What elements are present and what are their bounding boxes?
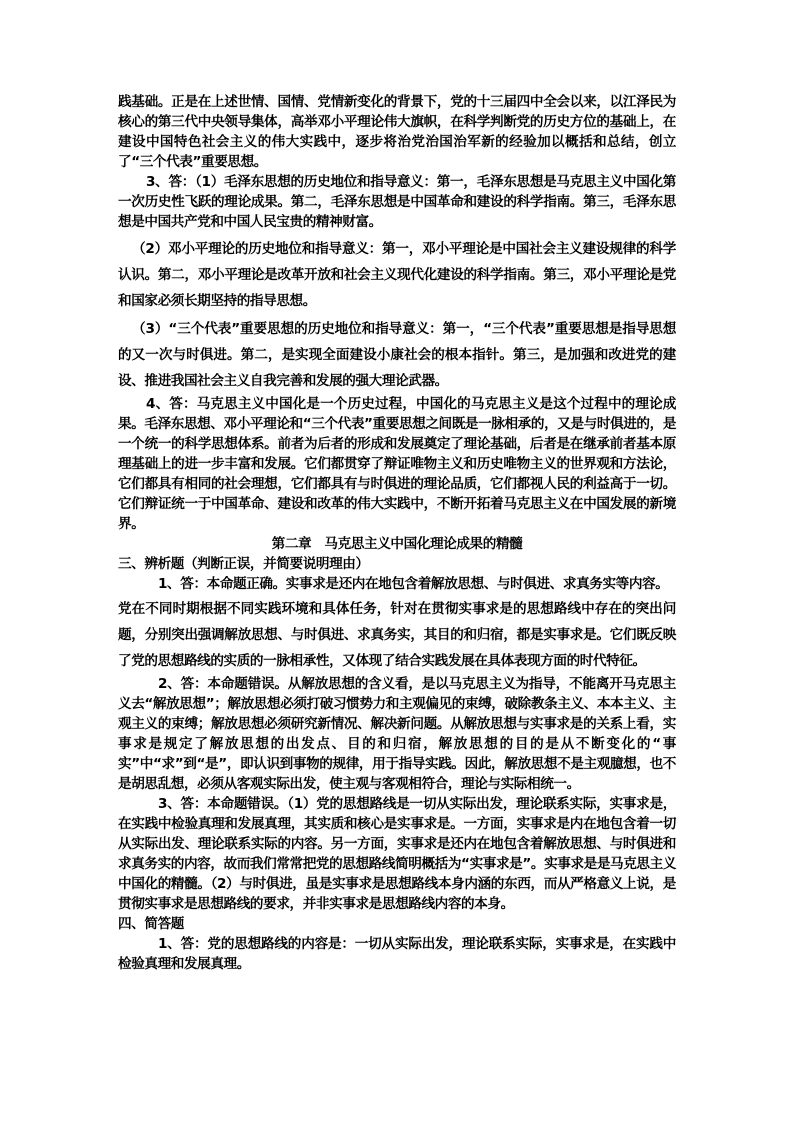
- analysis-answer-2: 2、答：本命题错误。从解放思想的含义看，是以马克思主义为指导，不能离开马克思主义去“解放思想”；解放思想必须打破习惯势力和主观偏见的束缚，破除教条主义、本本主义、主观主义的束缚；解放思想必须研究新情况、解决新问题。从解放思想与实事求是的关系上看，实事求是规定了解放思想的出发点、目的和归宿，解放思想的目的是从不断变化的“事实”中“求”到“是”，即认识到事物的规律，用于指导实践。因此，解放思想不是主观臆想，也不是胡思乱想，必须从客观实际出发，使主观与客观相符合，理论与实际相统一。: [118, 676, 677, 792]
- short-answer-1: 1、答：党的思想路线的内容是：一切从实际出发，理论联系实际，实事求是，在实践中检验真理和发展真理。: [118, 936, 676, 972]
- chapter-heading: 第二章 马克思主义中国化理论成果的精髓: [271, 536, 523, 552]
- analysis-answer-1-continued: 党在不同时期根据不同实践环境和具体任务，针对在贯彻实事求是的思想路线中存在的突出问题，分别突出强调解放思想、与时俱进、求真务实，其目的和归宿，都是实事求是。它们既反映了党的思想路线的实质的一脉相承性，又体现了结合实践发展在具体表现方面的时代特征。: [118, 601, 676, 669]
- answer-3-deng-theory: （2）邓小平理论的历史地位和指导意义：第一，邓小平理论是中国社会主义建设规律的科学认识。第二，邓小平理论是改革开放和社会主义现代化建设的科学指南。第三，邓小平理论是党和国家必须长期坚持的指导思想。: [118, 241, 676, 309]
- section-heading-analysis: 三、辨析题（判断正误，并简要说明理由）: [118, 556, 369, 572]
- answer-3-mao-thought: 3、答：（1）毛泽东思想的历史地位和指导意义：第一，毛泽东思想是马克思主义中国化第一次历史性飞跃的理论成果。第二，毛泽东思想是中国革命和建设的科学指南。第三，毛泽东思想是中国共产党和中国人民宝贵的精神财富。: [118, 174, 676, 230]
- answer-4: 4、答：马克思主义中国化是一个历史过程，中国化的马克思主义是这个过程中的理论成果。毛泽东思想、邓小平理论和“三个代表”重要思想之间既是一脉相承的，又是与时俱进的，是一个统一的科学思想体系。前者为后者的形成和发展奠定了理论基础，后者是在继承前者基本原理基础上的进一步丰富和发展。它们都贯穿了辩证唯物主义和历史唯物主义的世界观和方法论，它们都具有相同的社会理想，它们都具有与时俱进的理论品质，它们都视人民的利益高于一切。它们辩证统一于中国革命、建设和改革的伟大实践中，不断开拓着马克思主义在中国发展的新境界。: [118, 396, 677, 532]
- analysis-answer-3: 3、答：本命题错误。（1）党的思想路线是一切从实际出发，理论联系实际，实事求是，在实践中检验真理和发展真理，其实质和核心是实事求是。一方面，实事求是内在地包含着一切从实际出发、理论联系实际的内容。另一方面，实事求是还内在地包含着解放思想、与时俱进和求真务实的内容，故而我们常常把党的思想路线简明概括为“实事求是”。实事求是是马克思主义中国化的精髓。（2）与时俱进，虽是实事求是思想路线本身内涵的东西，而从严格意义上说，是贯彻实事求是思想路线的要求，并非实事求是思想路线内容的本身。: [118, 796, 677, 912]
- analysis-answer-1: 1、答：本命题正确。实事求是还内在地包含着解放思想、与时俱进、求真务实等内容。: [158, 576, 669, 592]
- section-heading-short-answer: 四、简答题: [118, 916, 184, 932]
- answer-3-three-represents: （3）“三个代表”重要思想的历史地位和指导意义：第一，“三个代表”重要思想是指导思想的又一次与时俱进。第二，是实现全面建设小康社会的根本指针。第三，是加强和改进党的建设、推进我国社会主义自我完善和发展的强大理论武器。: [118, 321, 676, 389]
- paragraph-three-represents-origin: 践基础。正是在上述世情、国情、党情新变化的背景下，党的十三届四中全会以来，以江泽民为核心的第三代中央领导集体，高举邓小平理论伟大旗帜，在科学判断党的历史方位的基础上，在建设中国特色社会主义的伟大实践中，逐步将治党治国治军新的经验加以概括和总结，创立了“三个代表”重要思想。: [118, 94, 676, 170]
